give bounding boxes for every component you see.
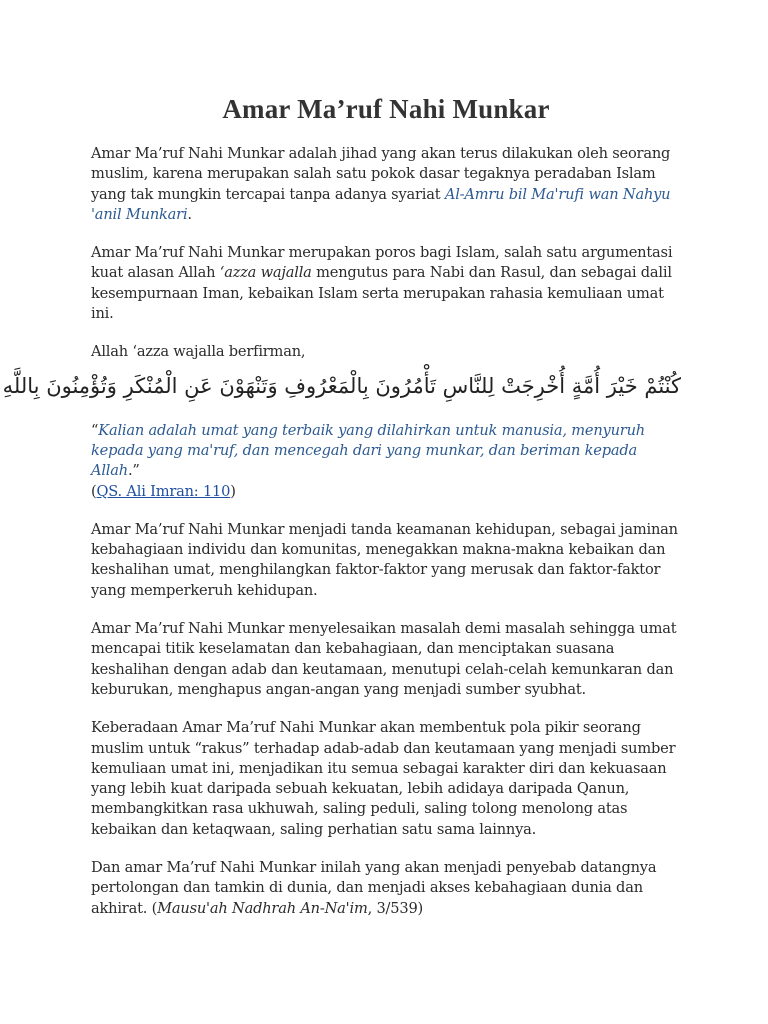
term-azza-wajalla: ‘azza wajalla bbox=[219, 264, 312, 282]
paragraph-2-before: Amar Ma’ruf Nahi Munkar merupakan poros bagi Islam, salah satu argumentasi kuat alasan Allah bbox=[91, 244, 673, 282]
paragraph-4: Amar Ma’ruf Nahi Munkar menjadi tanda keamanan kehidupan, sebagai jaminan kebahagiaan individu dan komunitas, menegakkan makna-makna kebaikan dan keshalihan umat, menghilangkan faktor-faktor yang merusak dan faktor-faktor yang memperkeruh kehidupan. bbox=[91, 520, 678, 599]
paragraph-7 bbox=[91, 858, 681, 919]
quran-reference-link[interactable]: QS. Ali Imran: 110 bbox=[96, 482, 231, 500]
quote-close: .” bbox=[127, 462, 140, 480]
quote-paren-close: ) bbox=[230, 482, 236, 500]
document-page bbox=[2, 92, 681, 937]
paragraph-2-after: mengutus para Nabi dan Rasul, dan sebagai dalil kesempurnaan Iman, kebaikan Islam serta merupakan rahasia kemuliaan umat ini. bbox=[91, 264, 672, 323]
paragraph-5: Amar Ma’ruf Nahi Munkar menyelesaikan masalah demi masalah sehingga umat mencapai titik keselamatan dan kebahagiaan, dan menciptakan suasana keshalihan dengan adab dan keutamaan, menutupi celah-celah kemunkaran dan keburukan, menghapus angan-angan yang menjadi sumber syubhat. bbox=[91, 620, 677, 698]
paragraph-1-text: Amar Ma’ruf Nahi Munkar adalah jihad yang akan terus dilakukan oleh seorang muslim, karena merupakan salah satu pokok dasar tegaknya peradaban Islam yang tak mungkin tercapai tanpa adanya syariat bbox=[91, 145, 671, 203]
paragraph-6: Keberadaan Amar Ma’ruf Nahi Munkar akan membentuk pola pikir seorang muslim untuk “rakus” terhadap adab-adab dan keutamaan yang menjadi sumber kemuliaan umat ini, menjadikan itu semua sebagai karakter diri dan kekuasaan yang lebih kuat daripada sebuah kekuatan, lebih adidaya daripada Qanun, membangkitkan rasa ukhuwah, saling peduli, saling tolong menolong atas kebaikan dan ketaqwaan, saling perhatian satu sama lainnya. bbox=[91, 719, 676, 838]
paragraph-1-end: . bbox=[187, 205, 192, 223]
paragraph-7-after: , 3/539) bbox=[367, 899, 424, 917]
quote-paragraph bbox=[91, 421, 681, 502]
quote-text: Kalian adalah umat yang terbaik yang dilahirkan untuk manusia, menyuruh kepada yang ma'ruf, dan mencegah dari yang munkar, dan beriman kepada Allah bbox=[91, 421, 645, 480]
paragraph-3: Allah ‘azza wajalla berfirman, bbox=[91, 343, 306, 361]
quote-paren-open: ( bbox=[91, 482, 97, 500]
page-title: Amar Ma’ruf Nahi Munkar bbox=[222, 94, 550, 124]
paragraph-2 bbox=[91, 243, 681, 324]
source-title: Mausu'ah Nadhrah An-Na'im bbox=[157, 899, 368, 917]
arabic-verse: كُنْتُمْ خَيْرَ أُمَّةٍ أُخْرِجَتْ لِلنَّاسِ تَأْمُرُونَ بِالْمَعْرُوفِ وَتَنْهَوْنَ عَنِ الْمُنْكَرِ وَتُؤْمِنُونَ بِاللَّهِ bbox=[2, 373, 681, 398]
term-amr-maruf: Al-Amru bil Ma'rufi wan Nahyu 'anil Munkari bbox=[91, 185, 671, 223]
quote-open: “ bbox=[91, 421, 99, 439]
paragraph-7-before: Dan amar Ma’ruf Nahi Munkar inilah yang akan menjadi penyebab datangnya pertolongan dan tamkin di dunia, dan menjadi akses kebahagiaan dunia dan akhirat. ( bbox=[91, 859, 657, 917]
paragraph-1 bbox=[91, 144, 681, 225]
